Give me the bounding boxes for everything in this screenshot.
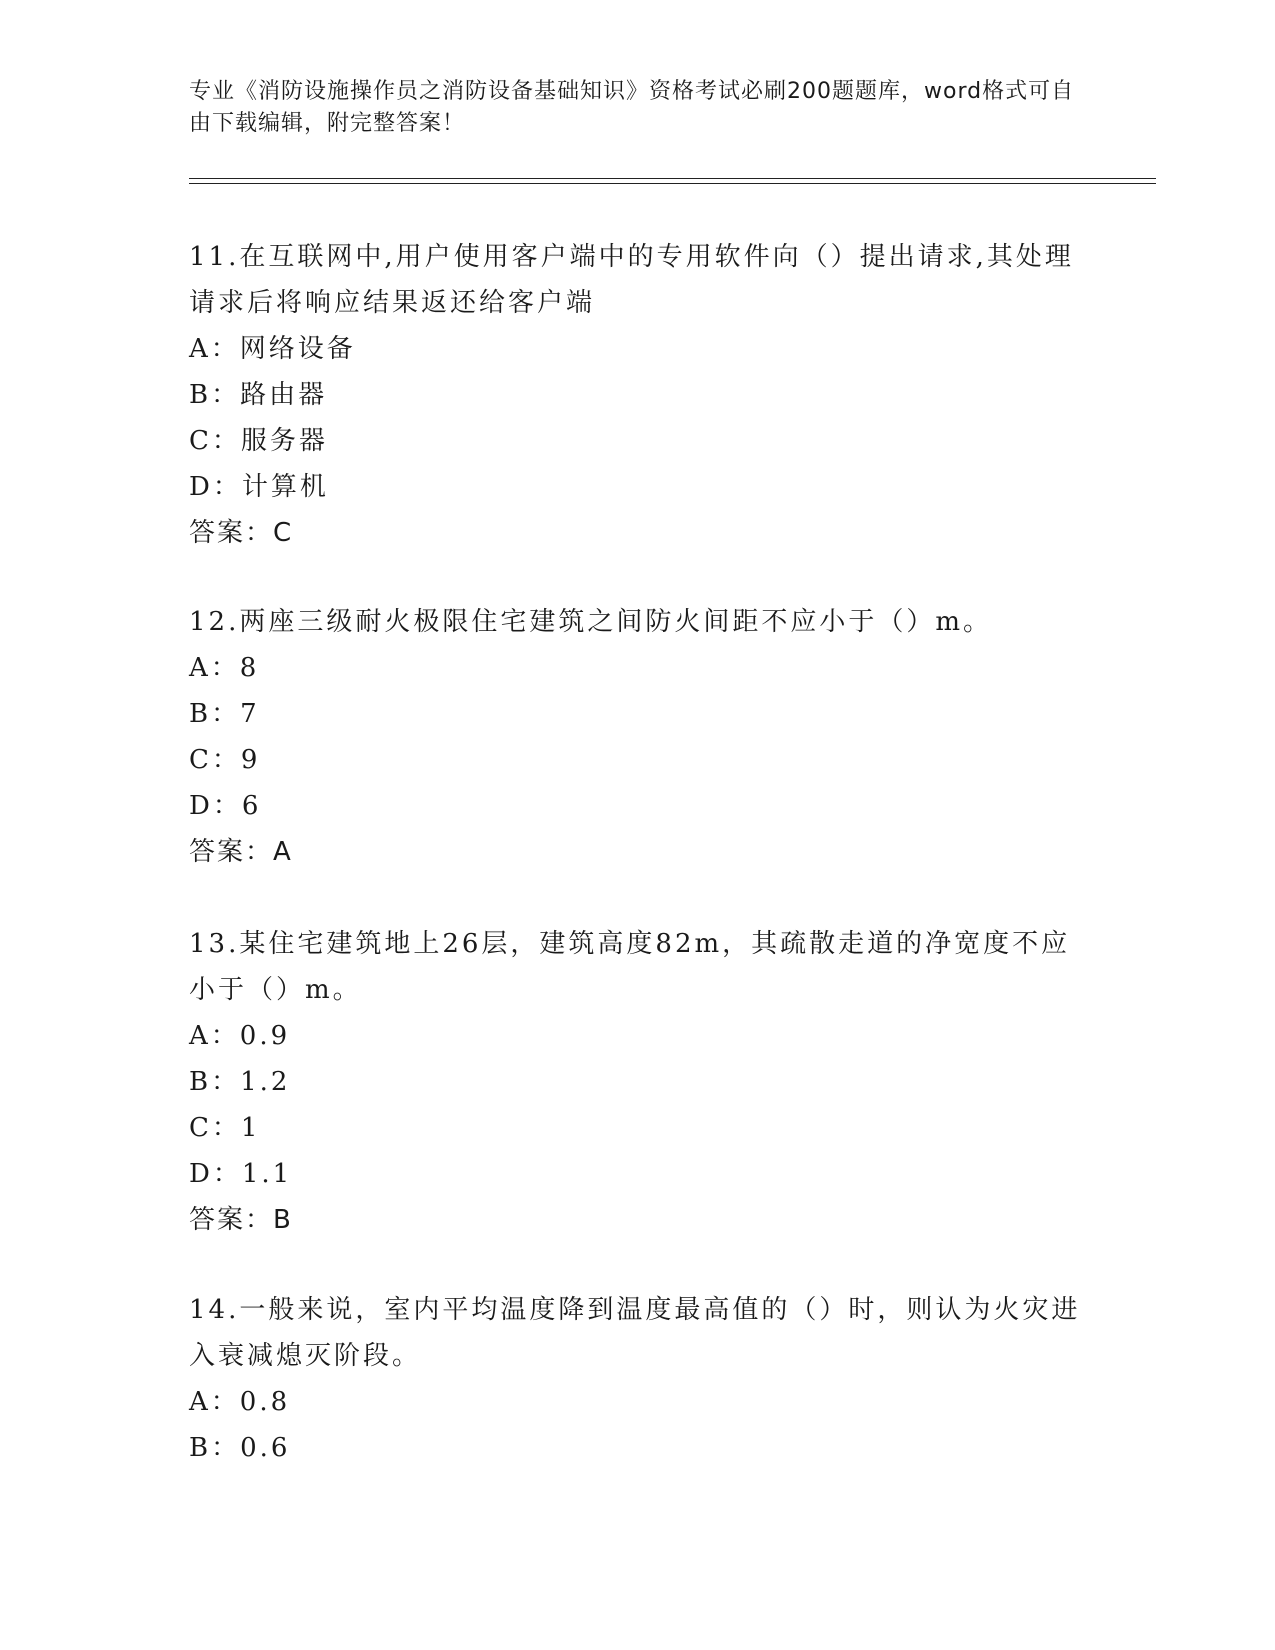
option-text: 1.1 xyxy=(241,1159,293,1189)
option-label: A： xyxy=(189,1021,240,1051)
option-label: D： xyxy=(189,1159,242,1189)
option-text: 9 xyxy=(240,745,261,775)
option-text: 0.9 xyxy=(239,1021,291,1051)
option-c xyxy=(189,418,1089,464)
option-text: 路由器 xyxy=(240,380,328,410)
question-stem: 14.一般来说，室内平均温度降到温度最高值的（）时，则认为火灾进入衰减熄灭阶段。 xyxy=(189,1295,1081,1371)
option-a xyxy=(189,645,1089,691)
option-b xyxy=(189,1059,1089,1105)
option-text: 1 xyxy=(240,1113,261,1143)
option-label: D： xyxy=(189,791,242,821)
option-c xyxy=(189,737,1089,783)
option-b xyxy=(189,691,1089,737)
option-text: 服务器 xyxy=(240,426,328,456)
option-d xyxy=(189,783,1089,829)
document-header: 专业《消防设施操作员之消防设备基础知识》资格考试必刷200题题库，word格式可自由下载编辑，附完整答案！ xyxy=(189,79,1075,136)
option-b xyxy=(189,1425,1089,1471)
option-text: 网络设备 xyxy=(239,334,356,364)
option-a xyxy=(189,1379,1089,1425)
option-label: C： xyxy=(189,745,241,775)
option-label: B： xyxy=(189,380,241,410)
option-text: 1.2 xyxy=(240,1067,291,1097)
option-a xyxy=(189,1013,1089,1059)
option-b xyxy=(189,372,1089,418)
option-label: D： xyxy=(189,472,242,502)
option-text: 计算机 xyxy=(241,472,329,502)
option-text: 6 xyxy=(241,791,262,821)
answer: 答案：A xyxy=(189,837,293,867)
option-a xyxy=(189,326,1089,372)
question-stem: 12.两座三级耐火极限住宅建筑之间防火间距不应小于（）m。 xyxy=(189,607,993,637)
option-label: A： xyxy=(189,334,240,364)
question-stem: 13.某住宅建筑地上26层，建筑高度82m，其疏散走道的净宽度不应小于（）m。 xyxy=(189,929,1071,1005)
option-d xyxy=(189,1151,1089,1197)
answer: 答案：B xyxy=(189,1205,293,1235)
option-label: C： xyxy=(189,426,241,456)
option-label: A： xyxy=(189,653,240,683)
question-14 xyxy=(189,1287,1089,1471)
option-d xyxy=(189,464,1089,510)
option-text: 8 xyxy=(239,653,260,683)
question-13 xyxy=(189,921,1089,1243)
header-divider-bottom xyxy=(189,183,1156,184)
option-text: 0.6 xyxy=(240,1433,291,1463)
header-divider-top xyxy=(189,178,1156,179)
option-label: C： xyxy=(189,1113,241,1143)
question-11 xyxy=(189,234,1089,556)
option-text: 7 xyxy=(240,699,260,729)
option-label: B： xyxy=(189,1067,241,1097)
option-label: B： xyxy=(189,1433,241,1463)
answer: 答案：C xyxy=(189,518,294,548)
option-c xyxy=(189,1105,1089,1151)
option-label: B： xyxy=(189,699,241,729)
option-text: 0.8 xyxy=(239,1387,291,1417)
question-stem: 11.在互联网中,用户使用客户端中的专用软件向（）提出请求,其处理请求后将响应结果返还给客户端 xyxy=(189,242,1074,318)
question-12 xyxy=(189,599,1089,875)
option-label: A： xyxy=(189,1387,240,1417)
